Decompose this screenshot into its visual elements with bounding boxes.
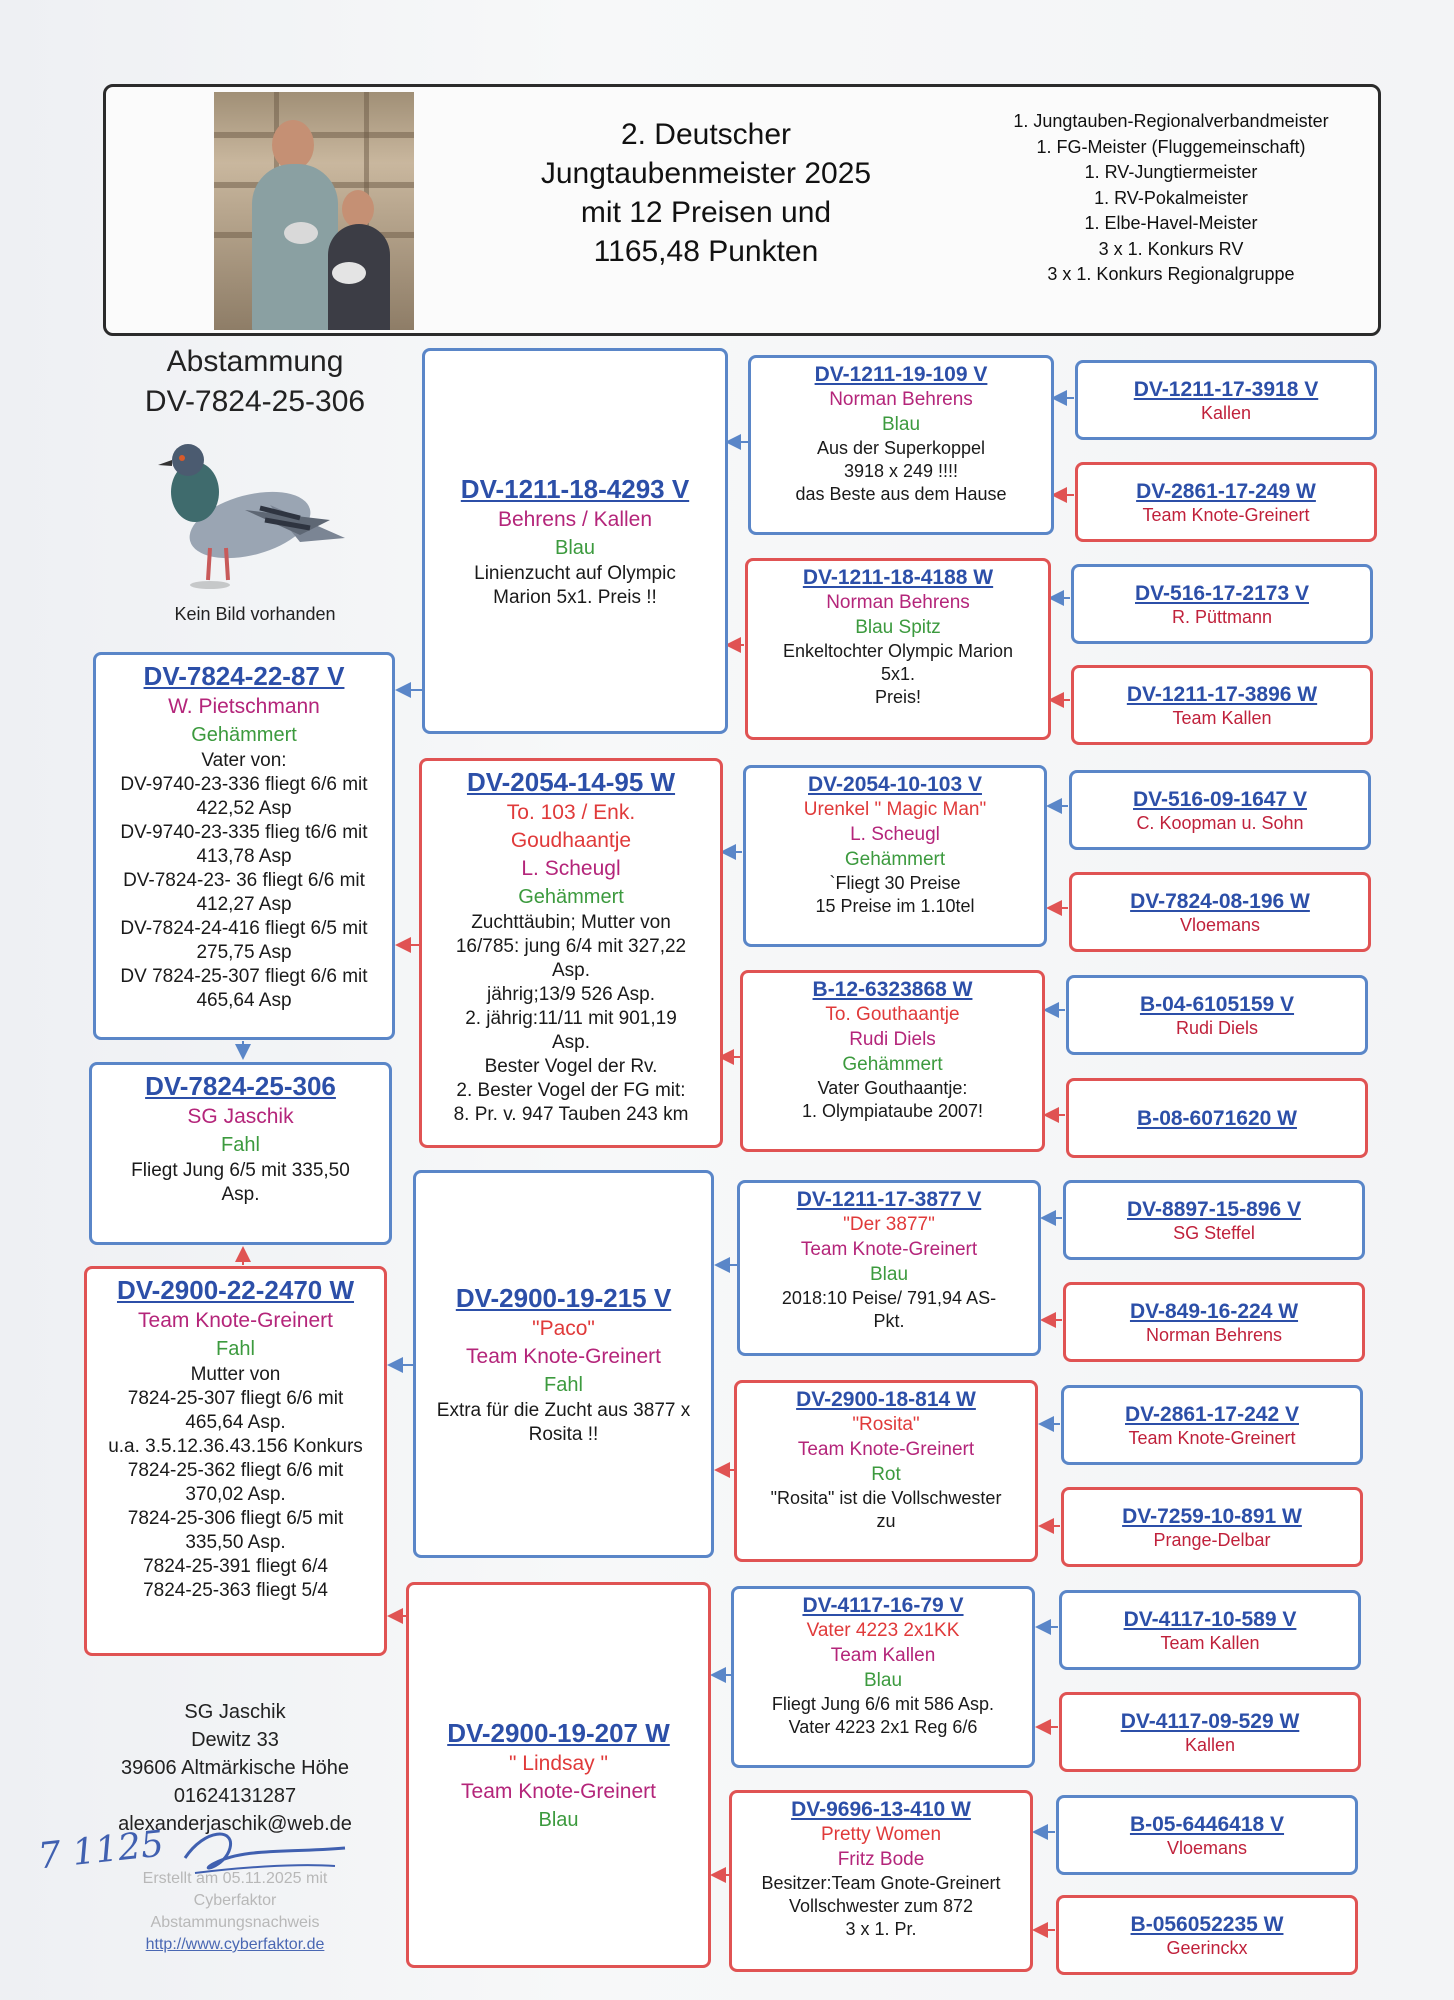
breeder-name: Team Knote-Greinert [138, 1309, 333, 1332]
ring-number: DV-2054-10-103 V [808, 773, 982, 796]
ring-number: DV-7824-25-306 [145, 1071, 336, 1101]
ring-number: DV-8897-15-896 V [1127, 1197, 1301, 1221]
plumage-color: Fahl [544, 1374, 583, 1396]
breeder-name: Kallen [1200, 402, 1252, 423]
bird-notes: Vater von: DV-9740-23-336 fliegt 6/6 mit 422,52 Asp DV-9740-23-335 flieg t6/6 mit 413,78 Asp DV-7824-23- 36 fliegt 6/6 mit 412,27 Asp DV-7824-24-416 fliegt 6/5 mit 275,75 Asp DV 7824-25-307 fliegt 6/6 mit 465,64 Asp [120, 750, 368, 1011]
ring-number: DV-1211-17-3918 V [1133, 377, 1319, 401]
bird-name: Pretty Women [820, 1824, 942, 1845]
bird-name: "Paco" [532, 1317, 595, 1340]
ring-number: B-05-6446418 V [1129, 1812, 1285, 1836]
grandfather-maternal-card[interactable] [413, 1170, 714, 1558]
footer-software: Cyberfaktor [193, 1892, 277, 1909]
footer-doc: Abstammungsnachweis [150, 1914, 320, 1931]
ring-number: DV-7824-22-87 V [143, 661, 345, 691]
breeder-name: Vloemans [1166, 1837, 1248, 1858]
pedigree-heading [100, 342, 410, 422]
ring-number: DV-4117-16-79 V [802, 1594, 964, 1617]
ring-number: DV-2054-14-95 W [466, 767, 676, 797]
grandmother-maternal-card[interactable] [406, 1582, 711, 1968]
ggm-card-3[interactable] [734, 1380, 1038, 1562]
gen4-card[interactable] [1069, 770, 1371, 850]
bird-notes: Fliegt Jung 6/6 mit 586 Asp. Vater 4223 2x1 Reg 6/6 [771, 1694, 995, 1737]
plumage-color: Blau [554, 537, 596, 559]
ring-number: DV-2861-17-242 V [1125, 1402, 1299, 1426]
bird-name: " Lindsay " [509, 1752, 608, 1775]
ring-number: DV-4117-10-589 V [1123, 1607, 1297, 1631]
ring-number: DV-2900-22-2470 W [116, 1275, 355, 1305]
gen4-card[interactable] [1059, 1692, 1361, 1772]
plumage-color: Gehämmert [842, 1054, 943, 1075]
honors-list [976, 109, 1366, 288]
breeder-name: Fritz Bode [837, 1849, 925, 1870]
breeder-name: Team Kallen [1160, 1632, 1260, 1653]
breeder-name: C. Koopman u. Sohn [1136, 812, 1304, 833]
footer-link[interactable]: http://www.cyberfaktor.de [145, 1936, 325, 1953]
subject-card[interactable] [89, 1062, 392, 1245]
father-card[interactable] [93, 652, 395, 1040]
honor-item: 1. RV-Jungtiermeister [1084, 162, 1258, 182]
plumage-color: Gehämmert [518, 886, 624, 908]
bird-notes: Besitzer:Team Gnote-Greinert Vollschwester zum 872 3 x 1. Pr. [761, 1873, 1001, 1939]
ring-number: DV-4117-09-529 W [1120, 1709, 1300, 1733]
ring-number: B-056052235 W [1130, 1912, 1284, 1936]
ring-number: DV-849-16-224 W [1129, 1299, 1299, 1323]
ring-number: DV-7259-10-891 W [1122, 1504, 1302, 1528]
ggm-card-1[interactable] [745, 558, 1051, 740]
bird-name: To. Gouthaantje [825, 1004, 960, 1025]
breeder-name: Kallen [1184, 1734, 1236, 1755]
bird-notes: Enkeltochter Olympic Marion 5x1. Preis! [782, 641, 1014, 707]
plumage-color: Fahl [221, 1134, 260, 1156]
breeder-name: L. Scheugl [850, 824, 940, 845]
bird-name: Urenkel " Magic Man" [803, 799, 987, 820]
breeder-name: Team Kallen [1172, 707, 1272, 728]
breeder-name: Rudi Diels [849, 1029, 936, 1050]
gen4-card[interactable] [1071, 665, 1373, 745]
honor-item: 3 x 1. Konkurs Regionalgruppe [1047, 264, 1295, 284]
pedigree-heading-label: Abstammung [166, 345, 344, 378]
plumage-color: Gehämmert [844, 849, 946, 870]
grandmother-paternal-card[interactable] [419, 758, 723, 1148]
honor-item: 1. Elbe-Havel-Meister [1084, 213, 1258, 233]
breeder-name: R. Püttmann [1171, 606, 1273, 627]
contact-city: 39606 Altmärkische Höhe [121, 1757, 349, 1779]
contact-block [90, 1698, 380, 1838]
ring-number: B-08-6071620 W [1137, 1106, 1297, 1130]
ring-number: DV-9696-13-410 W [791, 1798, 971, 1821]
breeder-name: Team Knote-Greinert [797, 1439, 975, 1460]
header-panel [103, 84, 1381, 336]
breeder-name: W. Pietschmann [168, 695, 320, 718]
gen4-card[interactable] [1056, 1795, 1358, 1875]
plumage-color: Rot [871, 1464, 901, 1485]
breeder-name: Team Knote-Greinert [461, 1780, 656, 1803]
ring-number: DV-2900-19-207 W [447, 1718, 670, 1748]
contact-name: SG Jaschik [184, 1701, 286, 1723]
gen4-card[interactable] [1071, 564, 1373, 644]
ring-number: DV-1211-17-3877 V [796, 1188, 982, 1211]
grandfather-paternal-card[interactable] [422, 348, 728, 734]
bird-notes: Extra für die Zucht aus 3877 x Rosita !! [436, 1400, 691, 1445]
honor-item: 3 x 1. Konkurs RV [1098, 238, 1244, 259]
mother-card[interactable] [84, 1266, 387, 1656]
bird-notes: Mutter von 7824-25-307 fliegt 6/6 mit 465,64 Asp. u.a. 3.5.12.36.43.156 Konkurs 7824-25-362 fliegt 6/6 mit 370,02 Asp. 7824-25-306 fliegt 6/5 mit 335,50 Asp. 7824-25-391 fliegt 6/4 7824-25-363 fliegt 5/4 [108, 1364, 363, 1601]
breeder-photo [214, 92, 414, 330]
breeder-name: SG Jaschik [187, 1105, 294, 1128]
gen4-card[interactable] [1069, 872, 1371, 952]
ring-number: DV-2900-19-215 V [455, 1283, 672, 1313]
breeder-name: Team Knote-Greinert [1128, 1427, 1296, 1448]
handwritten-note: 7 1125 [36, 1823, 166, 1878]
breeder-name: Vloemans [1179, 914, 1261, 935]
gen4-card[interactable] [1075, 360, 1377, 440]
honor-item: 1. RV-Pokalmeister [1094, 187, 1248, 208]
breeder-name: Norman Behrens [826, 592, 970, 613]
breeder-name: L. Scheugl [521, 857, 621, 880]
bird-notes: Linienzucht auf Olympic Marion 5x1. Preis !! [474, 563, 676, 608]
contact-phone: 01624131287 [173, 1785, 297, 1807]
bird-name: "Der 3877" [843, 1214, 935, 1235]
pedigree-heading-ring: DV-7824-25-306 [144, 385, 366, 418]
bird-notes: "Rosita" ist die Vollschwester zu [770, 1488, 1002, 1531]
plumage-color: Gehämmert [191, 724, 297, 746]
gen4-card[interactable] [1059, 1590, 1361, 1670]
breeder-name: SG Steffel [1173, 1222, 1255, 1243]
gen4-card[interactable] [1056, 1895, 1358, 1975]
gen4-card[interactable] [1063, 1282, 1365, 1362]
bird-notes: Zuchttäubin; Mutter von 16/785: jung 6/4 mit 327,22 Asp. jährig;13/9 526 Asp. 2. jährig:11/11 mit 901,19 Asp. Bester Vogel der Rv. 2. Bester Vogel der FG mit: 8. Pr. v. 947 Tauben 243 km [453, 912, 689, 1125]
breeder-name: Norman Behrens [829, 389, 973, 410]
ring-number: DV-1211-17-3896 W [1126, 682, 1318, 706]
ggm-card-4[interactable] [729, 1790, 1033, 1972]
plumage-color: Fahl [216, 1338, 255, 1360]
ggf-card-4[interactable] [731, 1586, 1035, 1768]
breeder-name: Norman Behrens [1145, 1324, 1283, 1345]
breeder-name: Team Knote-Greinert [800, 1239, 978, 1260]
plumage-color: Blau [881, 414, 921, 435]
ring-number: B-12-6323868 W [812, 978, 973, 1001]
plumage-color: Blau [869, 1264, 909, 1285]
breeder-name: Team Knote-Greinert [1142, 504, 1310, 525]
bird-name: "Rosita" [852, 1414, 920, 1435]
plumage-color: Blau [538, 1809, 579, 1831]
footer-credits [100, 1868, 370, 1956]
ring-number: DV-2861-17-249 W [1136, 479, 1316, 503]
breeder-name: Prange-Delbar [1153, 1529, 1271, 1550]
honor-item: 1. FG-Meister (Fluggemeinschaft) [1036, 136, 1306, 157]
bird-notes: Fliegt Jung 6/5 mit 335,50 Asp. [131, 1160, 350, 1205]
ring-number: DV-516-17-2173 V [1135, 581, 1309, 605]
ring-number: DV-516-09-1647 V [1133, 787, 1307, 811]
ggm-card-2[interactable] [740, 970, 1045, 1152]
gen4-card[interactable] [1066, 975, 1368, 1055]
ggf-card-3[interactable] [737, 1180, 1041, 1356]
ring-number: DV-1211-19-109 V [814, 363, 988, 386]
ring-number: DV-1211-18-4293 V [460, 474, 690, 504]
bird-title: To. 103 / Enk. Goudhaantje [506, 801, 636, 852]
ring-number: DV-7824-08-196 W [1130, 889, 1310, 913]
bird-notes: Vater Gouthaantje: 1. Olympiataube 2007! [801, 1078, 984, 1121]
footer-created: Erstellt am 05.11.2025 mit [142, 1870, 328, 1887]
plumage-color: Blau [863, 1670, 903, 1691]
no-photo-label: Kein Bild vorhanden [174, 604, 336, 624]
breeder-name: Geerinckx [1166, 1937, 1248, 1958]
gen4-card[interactable] [1066, 1078, 1368, 1158]
ring-number: DV-1211-18-4188 W [802, 566, 994, 589]
breeder-name: Rudi Diels [1175, 1017, 1259, 1038]
ring-number: B-04-6105159 V [1139, 992, 1295, 1016]
pigeon-icon [150, 430, 350, 600]
bird-notes: `Fliegt 30 Preise 15 Preise im 1.10tel [815, 873, 975, 916]
gen4-card[interactable] [1061, 1385, 1363, 1465]
bird-notes: Aus der Superkoppel 3918 x 249 !!!! das Beste aus dem Hause [795, 438, 1007, 504]
bird-name: Vater 4223 2x1KK [806, 1620, 960, 1641]
contact-email[interactable]: alexanderjaschik@web.de [118, 1813, 352, 1835]
gen4-card[interactable] [1075, 462, 1377, 542]
honor-item: 1. Jungtauben-Regionalverbandmeister [1013, 111, 1329, 131]
gen4-card[interactable] [1061, 1487, 1363, 1567]
ggf-card-1[interactable] [748, 355, 1054, 535]
plumage-color: Blau Spitz [855, 617, 941, 638]
contact-street: Dewitz 33 [191, 1729, 279, 1751]
gen4-card[interactable] [1063, 1180, 1365, 1260]
breeder-name: Behrens / Kallen [497, 508, 653, 531]
ring-number: DV-2900-18-814 W [796, 1388, 976, 1411]
breeder-name: Team Kallen [830, 1645, 936, 1666]
ggf-card-2[interactable] [743, 765, 1047, 947]
breeder-name: Team Knote-Greinert [466, 1345, 661, 1368]
page-title: 2. Deutscher Jungtaubenmeister 2025 mit 12 Preisen und 1165,48 Punkten [540, 118, 872, 268]
bird-notes: 2018:10 Peise/ 791,94 AS- Pkt. [781, 1288, 997, 1331]
